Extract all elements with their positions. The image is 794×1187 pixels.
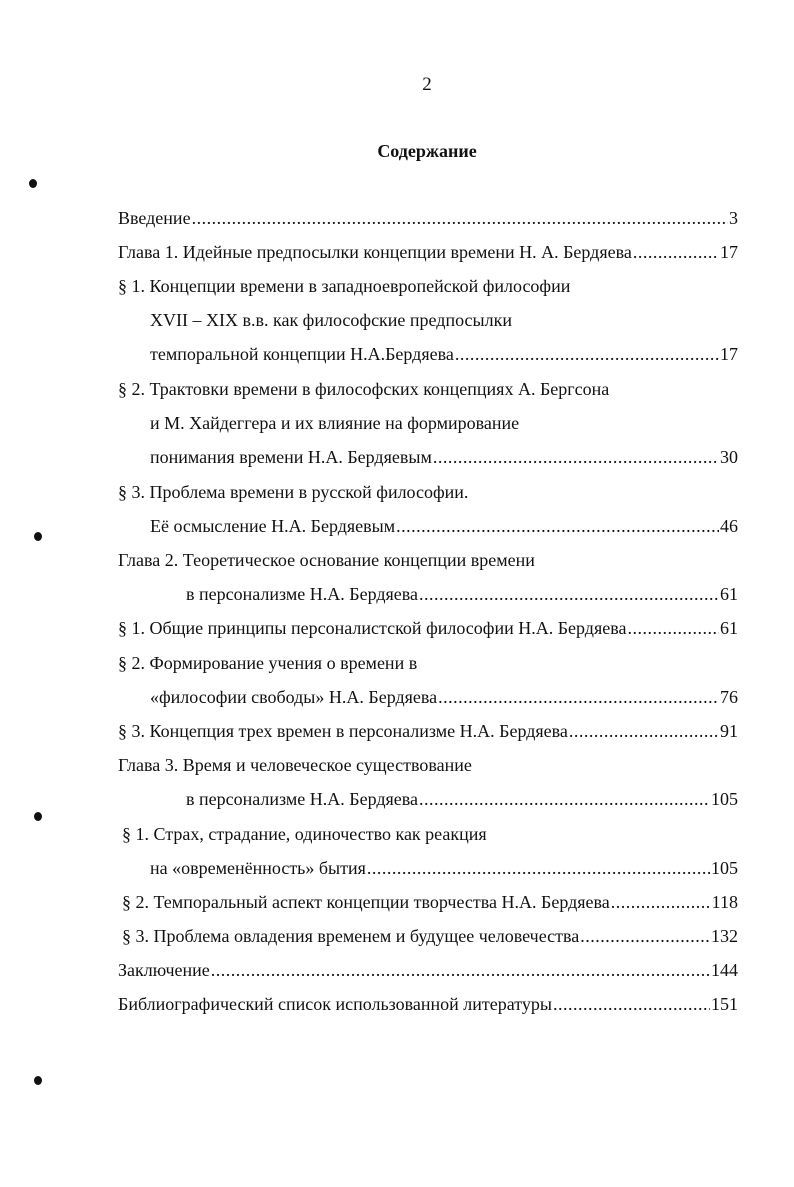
toc-page-number: 46 [720,516,738,536]
binding-hole-mark [34,812,42,821]
toc-entry-text: § 1. Общие принципы персоналистской философии Н.А. Бердяева [118,618,627,638]
toc-page-number: 144 [711,960,738,980]
toc-line-ch1-s3: § 3. Проблема времени в русской философии. [118,482,469,502]
toc-page-number: 76 [720,687,738,707]
toc-entry-ch3-s1[interactable] [150,856,738,880]
toc-leader [419,582,719,606]
toc-leader [438,685,719,709]
page-title: Содержание [377,141,477,161]
toc-leader [611,890,711,914]
toc-entry-text: темпоральной концепции Н.А.Бердяева [150,344,454,364]
binding-hole-mark [34,532,42,541]
toc-page-number: 105 [711,789,738,809]
toc-entry-ch1-s3[interactable] [150,514,738,538]
toc-entry-text: § 3. Проблема овладения временем и будущее человечества [122,926,580,946]
toc-entry-text: § 2. Темпоральный аспект концепции творчества Н.А. Бердяева [122,892,610,912]
toc-leader [627,616,719,640]
toc-page-number: 105 [711,858,738,878]
toc-entry-text: на «овременённость» бытия [150,858,366,878]
toc-line-ch1-s1-cont: XVII – XIX в.в. как философские предпосылки [150,310,512,330]
toc-leader [433,445,719,469]
toc-page-number: 61 [720,584,738,604]
toc-entry-text: Библиографический список использованной литературы [118,994,553,1014]
toc-entry-ch1-s2[interactable] [150,445,738,469]
toc-leader [455,342,719,366]
toc-entry-conclusion[interactable] [118,958,738,982]
toc-line-ch1-s2-cont: и М. Хайдеггера и их влияние на формирование [150,413,520,433]
toc-leader [633,240,719,264]
toc-entry-ch1-s1[interactable] [150,342,738,366]
toc-page-number: 30 [720,447,738,467]
toc-page-number: 132 [711,926,738,946]
toc-leader [553,992,710,1016]
toc-entry-text: понимания времени Н.А. Бердяевым [150,447,432,467]
toc-leader [569,719,719,743]
toc-entry-text: в персонализме Н.А. Бердяева [186,584,419,604]
page-number: 2 [422,74,432,95]
toc-entry-ch2-s3[interactable] [118,719,738,743]
toc-line-chapter-3: Глава 3. Время и человеческое существование [118,755,472,775]
toc-leader [396,514,719,538]
toc-leader [192,206,728,230]
toc-line-ch1-s1: § 1. Концепции времени в западноевропейской философии [118,276,571,296]
toc-leader [367,856,710,880]
toc-entry-ch3-s3[interactable] [122,924,738,948]
toc-entry-ch2-s1[interactable] [118,616,738,640]
toc-line-chapter-2: Глава 2. Теоретическое основание концепции времени [118,550,535,570]
toc-entry-text: Её осмысление Н.А. Бердяевым [150,516,396,536]
toc-entry-text: в персонализме Н.А. Бердяева [186,789,419,809]
toc-page-number: 118 [711,892,738,912]
toc-page-number: 151 [711,994,738,1014]
toc-entry-introduction[interactable] [118,206,738,230]
toc-entry-ch2-s2[interactable] [150,685,738,709]
toc-page-number: 3 [729,208,738,228]
toc-entry-text: Глава 1. Идейные предпосылки концепции времени Н. А. Бердяева [118,242,632,262]
toc-page-number: 61 [720,618,738,638]
toc-entry-bibliography[interactable] [118,992,738,1016]
toc-leader [211,958,710,982]
toc-page-number: 91 [720,721,738,741]
toc-page-number: 17 [720,344,738,364]
toc-entry-text: Заключение [118,960,210,980]
toc-entry-text: Введение [118,208,191,228]
toc-entry-chapter-1[interactable] [118,240,738,264]
toc-entry-chapter-3[interactable] [186,787,738,811]
toc-line-ch1-s2: § 2. Трактовки времени в философских концепциях А. Бергсона [118,379,610,399]
toc-leader [580,924,710,948]
toc-entry-chapter-2[interactable] [186,582,738,606]
toc-entry-text: «философии свободы» Н.А. Бердяева [150,687,438,707]
toc-entry-text: § 3. Концепция трех времен в персонализме Н.А. Бердяева [118,721,568,741]
toc-line-ch2-s2: § 2. Формирование учения о времени в [118,653,418,673]
toc-page-number: 17 [720,242,738,262]
binding-hole-mark [29,179,37,188]
toc-leader [419,787,710,811]
toc-entry-ch3-s2[interactable] [122,890,738,914]
toc-line-ch3-s1: § 1. Страх, страдание, одиночество как реакция [122,824,487,844]
binding-hole-mark [34,1076,42,1085]
